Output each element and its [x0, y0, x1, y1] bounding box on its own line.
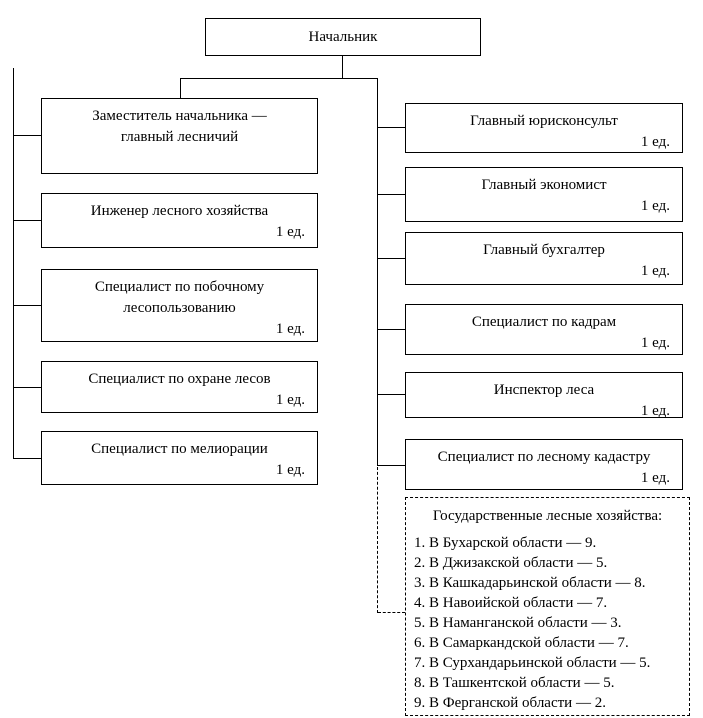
- gov-list-item: 5. В Наманганской области — 3.: [414, 615, 622, 631]
- box-chief-accountant: [405, 232, 683, 285]
- connector-right-stub-1: [377, 127, 405, 128]
- connector-right-stub-3: [377, 258, 405, 259]
- connector-left-stub-4: [13, 387, 41, 388]
- connector-deputy-drop: [180, 78, 181, 99]
- gov-box-list: [406, 533, 689, 713]
- unit-count: 1 ед.: [640, 470, 670, 486]
- box-title: Начальник: [308, 28, 378, 45]
- connector-left-stub-2: [13, 220, 41, 221]
- box-forestry-engineer: [41, 193, 318, 248]
- gov-list-item: 1. В Бухарской области — 9.: [414, 535, 597, 551]
- gov-list-item: 4. В Навоийской области — 7.: [414, 595, 608, 611]
- unit-count: 1 ед.: [275, 224, 305, 240]
- box-title: Специалист по побочному лесопользованию: [94, 279, 265, 316]
- gov-list-item: 6. В Самаркандской области — 7.: [414, 635, 629, 651]
- box-forest-protection-specialist: [41, 361, 318, 413]
- connector-left-stub-5: [13, 458, 41, 459]
- box-forest-inspector: [405, 372, 683, 418]
- gov-list-item: 7. В Сурхандарьинской области — 5.: [414, 655, 651, 671]
- connector-left-stub-1: [13, 135, 41, 136]
- box-title: Специалист по мелиорации: [91, 441, 268, 457]
- box-deputy-chief-forester: [41, 98, 318, 174]
- connector-left-spine: [13, 68, 14, 459]
- box-chief-economist: [405, 167, 683, 222]
- box-title: Инженер лесного хозяйства: [90, 203, 269, 219]
- connector-dashed-horizontal: [378, 612, 405, 613]
- connector-dashed-vertical: [377, 467, 378, 613]
- box-state-forestries: [405, 497, 690, 716]
- box-title: Главный экономист: [481, 177, 607, 193]
- box-chief: [205, 18, 481, 56]
- box-secondary-forest-use-specialist: [41, 269, 318, 342]
- unit-count: 1 ед.: [640, 134, 670, 150]
- connector-right-spine: [377, 78, 378, 466]
- box-title: Специалист по охране лесов: [88, 371, 271, 387]
- unit-count: 1 ед.: [640, 403, 670, 419]
- box-title: Специалист по лесному кадастру: [437, 449, 651, 465]
- gov-list-item: 2. В Джизакской области — 5.: [414, 555, 608, 571]
- connector-right-stub-6: [377, 465, 405, 466]
- box-title: Инспектор леса: [493, 382, 595, 398]
- unit-count: 1 ед.: [640, 263, 670, 279]
- gov-list-item: 8. В Ташкентской области — 5.: [414, 675, 615, 691]
- box-chief-legal-adviser: [405, 103, 683, 153]
- connector-root-drop: [342, 56, 343, 79]
- unit-count: 1 ед.: [275, 392, 305, 408]
- unit-count: 1 ед.: [275, 462, 305, 478]
- box-title: Заместитель начальника — главный лесничий: [92, 108, 267, 145]
- box-hr-specialist: [405, 304, 683, 355]
- connector-right-stub-5: [377, 394, 405, 395]
- unit-count: 1 ед.: [640, 198, 670, 214]
- box-title: Специалист по кадрам: [471, 314, 617, 330]
- gov-list-item: 9. В Ферганской области — 2.: [414, 695, 606, 711]
- connector-top-horizontal: [180, 78, 378, 79]
- connector-right-stub-4: [377, 329, 405, 330]
- unit-count: 1 ед.: [275, 321, 305, 337]
- box-melioration-specialist: [41, 431, 318, 485]
- unit-count: 1 ед.: [640, 335, 670, 351]
- box-title: Главный бухгалтер: [483, 242, 605, 258]
- gov-box-title: Государственные лесные хозяйства:: [432, 508, 663, 524]
- connector-right-stub-2: [377, 194, 405, 195]
- gov-list-item: 3. В Кашкадарьинской области — 8.: [414, 575, 646, 591]
- box-forest-cadastre-specialist: [405, 439, 683, 490]
- box-title: Главный юрисконсульт: [470, 113, 618, 129]
- connector-left-stub-3: [13, 305, 41, 306]
